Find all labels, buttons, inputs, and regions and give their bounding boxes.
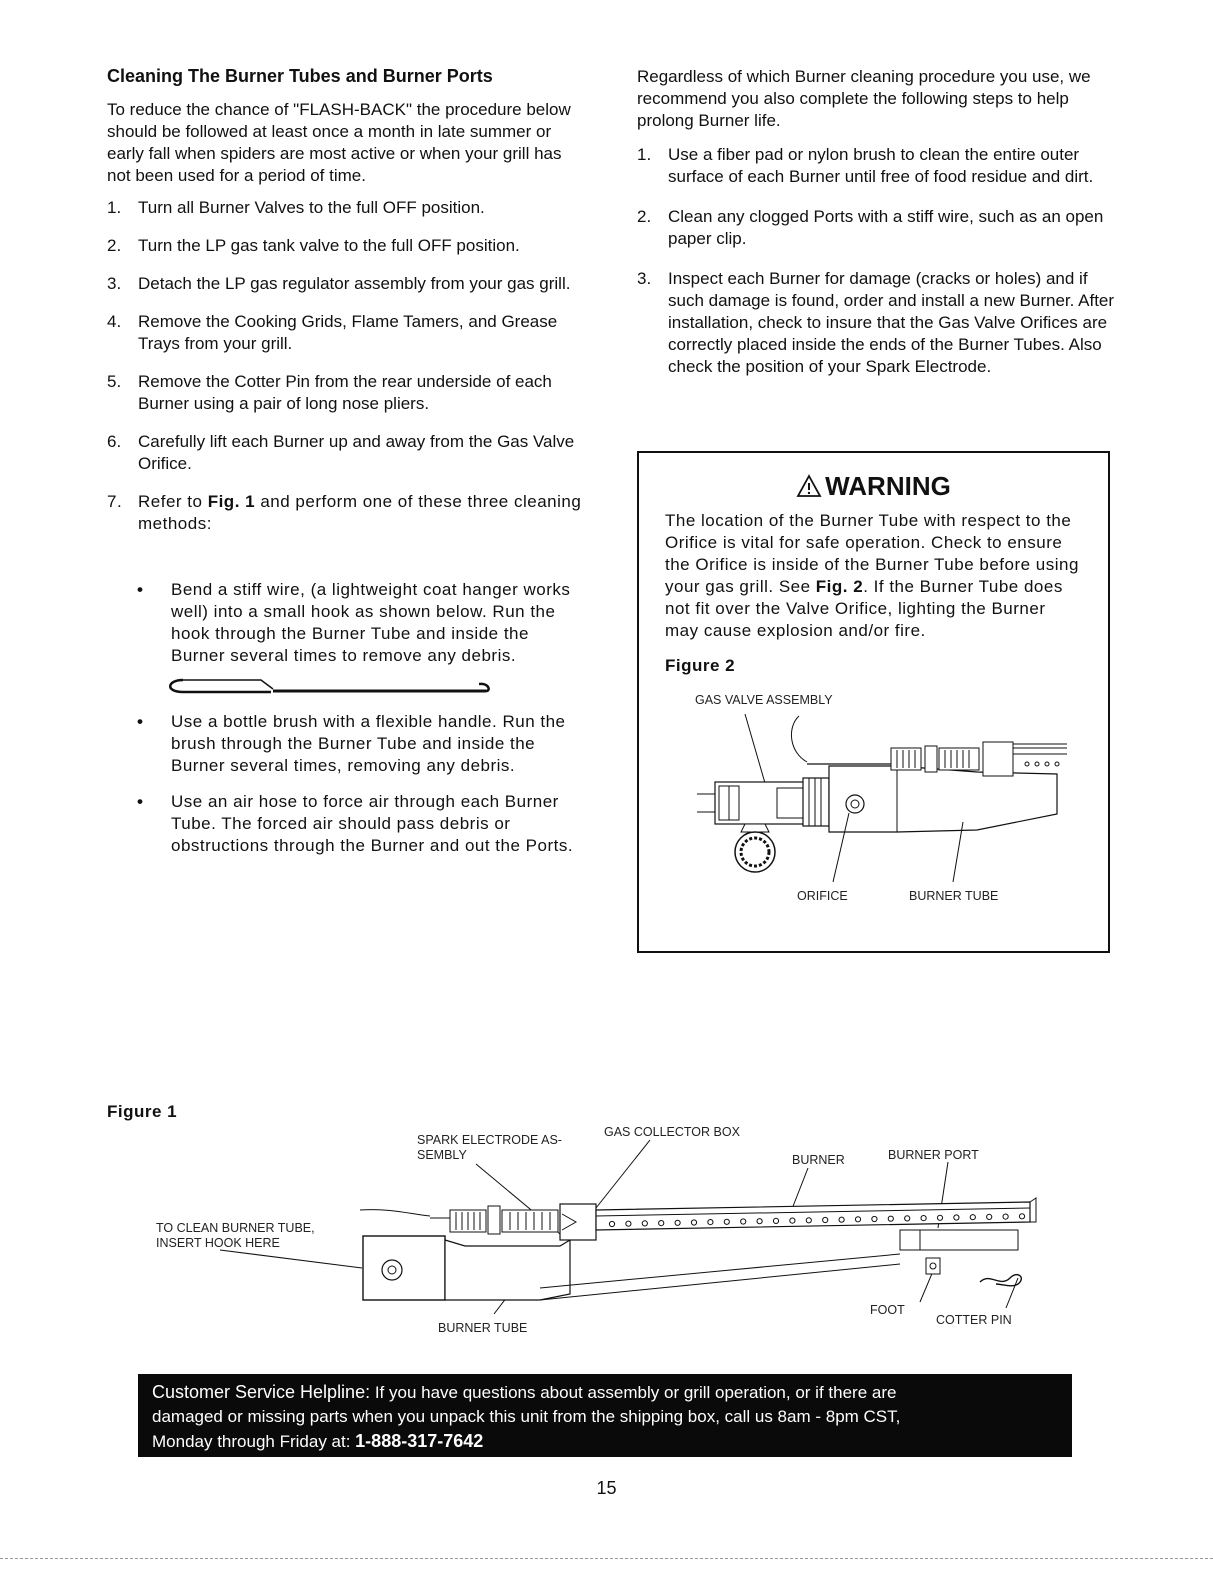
step-item <box>107 197 587 219</box>
bullet-icon: • <box>137 712 144 731</box>
helpline-text: Monday through Friday at: <box>152 1432 356 1451</box>
step-item <box>107 311 587 355</box>
step-number: 1. <box>107 198 122 217</box>
helpline-line-2: damaged or missing parts when you unpack this unit from the shipping box, call us 8am - 8pm CST, <box>152 1407 901 1426</box>
step-item <box>637 268 1117 378</box>
step-number: 3. <box>637 269 652 288</box>
label-burner-tube-fig1: BURNER TUBE <box>438 1321 528 1335</box>
label-to-clean-2: INSERT HOOK HERE <box>156 1236 280 1250</box>
page-number: 15 <box>596 1478 617 1498</box>
footer-divider <box>0 1558 1213 1559</box>
step-item <box>637 144 1117 188</box>
step-item <box>637 206 1117 250</box>
label-spark-electrode-2: SEMBLY <box>417 1148 467 1162</box>
step-item <box>107 431 587 475</box>
step-text: Turn all Burner Valves to the full OFF position. <box>138 198 485 217</box>
step-number: 1. <box>637 145 652 164</box>
warning-text <box>665 510 1082 642</box>
step-item <box>107 235 587 257</box>
wire-hook-icon <box>161 675 501 697</box>
warning-title: WARNING <box>825 471 951 501</box>
warning-text-part: The location of the Burner Tube with respect to the Orifice is vital for safe operation. Check to ensure the Orifice is inside of the Burner Tube before using your gas grill. See <box>665 511 1079 596</box>
label-foot: FOOT <box>870 1303 905 1317</box>
step-item <box>107 273 587 295</box>
warning-triangle-icon <box>796 474 822 498</box>
step-text: Remove the Cooking Grids, Flame Tamers, and Grease Trays from your grill. <box>138 312 558 353</box>
step-text: Remove the Cotter Pin from the rear underside of each Burner using a pair of long nose pliers. <box>138 372 552 413</box>
figure-2-title: Figure 2 <box>665 656 736 675</box>
figure-reference: Fig. 2 <box>815 577 864 596</box>
method-text: Use a bottle brush with a flexible handle. Run the brush through the Burner Tube and inside the Burner several times, removing any debris. <box>171 712 566 775</box>
step-number: 6. <box>107 432 122 451</box>
helpline-lead: Customer Service Helpline: <box>152 1382 371 1402</box>
step-text: and perform one of these three cleaning methods: <box>138 492 582 533</box>
bullet-icon: • <box>137 580 144 599</box>
maintenance-intro: Regardless of which Burner cleaning procedure you use, we recommend you also complete the following steps to help prolong Burner life. <box>637 67 1091 130</box>
step-text: Refer to <box>138 492 208 511</box>
figure-2-diagram <box>657 682 1077 922</box>
step-text: Turn the LP gas tank valve to the full OFF position. <box>138 236 520 255</box>
step-number: 3. <box>107 274 122 293</box>
left-column <box>107 66 587 871</box>
step-number: 2. <box>637 207 652 226</box>
maintenance-steps-list <box>637 144 1117 378</box>
helpline-text: If you have questions about assembly or grill operation, or if there are <box>370 1383 897 1402</box>
label-burner-port: BURNER PORT <box>888 1148 979 1162</box>
label-burner-tube: BURNER TUBE <box>909 889 999 903</box>
label-spark-electrode-1: SPARK ELECTRODE AS- <box>417 1133 562 1147</box>
figure-1-diagram <box>100 1118 1100 1358</box>
step-number: 5. <box>107 372 122 391</box>
label-gas-collector-box: GAS COLLECTOR BOX <box>604 1125 740 1139</box>
method-text: Use an air hose to force air through each Burner Tube. The forced air should pass debris or obstructions through the Burner and out the Ports. <box>171 792 574 855</box>
step-item <box>107 491 587 535</box>
label-gas-valve-assembly: GAS VALVE ASSEMBLY <box>695 693 833 707</box>
label-burner: BURNER <box>792 1153 845 1167</box>
bullet-icon: • <box>137 792 144 811</box>
step-text: Inspect each Burner for damage (cracks or holes) and if such damage is found, order and install a new Burner. After installation, check to insure that the Gas Valve Orifices are correctly placed inside the ends of the Burner Tubes. Also check the position of your Spark Electrode. <box>668 269 1115 376</box>
warning-box <box>637 451 1110 953</box>
cleaning-methods-list <box>137 579 587 857</box>
step-text: Use a fiber pad or nylon brush to clean the entire outer surface of each Burner until free of food residue and dirt. <box>668 145 1094 186</box>
section-title: Cleaning The Burner Tubes and Burner Ports <box>107 66 493 86</box>
right-column <box>637 66 1117 394</box>
figure-reference: Fig. 1 <box>207 492 256 511</box>
step-text: Clean any clogged Ports with a stiff wire, such as an open paper clip. <box>668 207 1104 248</box>
helpline-line-3 <box>152 1429 1058 1454</box>
cleaning-steps-list <box>107 197 587 535</box>
label-orifice: ORIFICE <box>797 889 848 903</box>
figure-1-title: Figure 1 <box>107 1102 178 1121</box>
label-to-clean-1: TO CLEAN BURNER TUBE, <box>156 1221 315 1235</box>
step-text: Detach the LP gas regulator assembly from your gas grill. <box>138 274 571 293</box>
step-text: Carefully lift each Burner up and away from the Gas Valve Orifice. <box>138 432 575 473</box>
method-text: Bend a stiff wire, (a lightweight coat hanger works well) into a small hook as shown below. Run the hook through the Burner Tube and inside the Burner several times to remove any debris. <box>171 580 571 665</box>
helpline-line-1 <box>152 1380 1058 1405</box>
method-item <box>137 711 587 777</box>
intro-paragraph: To reduce the chance of "FLASH-BACK" the procedure below should be followed at least once a month in late summer or early fall when spiders are most active or when your grill has not been used for a period of time. <box>107 100 571 185</box>
step-number: 2. <box>107 236 122 255</box>
warning-heading <box>665 471 1082 502</box>
customer-service-helpline <box>138 1374 1072 1457</box>
helpline-phone-number: 1-888-317-7642 <box>355 1431 484 1451</box>
step-number: 7. <box>107 492 123 511</box>
method-item <box>137 579 587 697</box>
warning-text-part: . If the Burner Tube does not fit over the Valve Orifice, lighting the Burner may cause explosion and/or fire. <box>665 577 1063 640</box>
label-cotter-pin: COTTER PIN <box>936 1313 1012 1327</box>
step-number: 4. <box>107 312 122 331</box>
step-item <box>107 371 587 415</box>
method-item <box>137 791 587 857</box>
